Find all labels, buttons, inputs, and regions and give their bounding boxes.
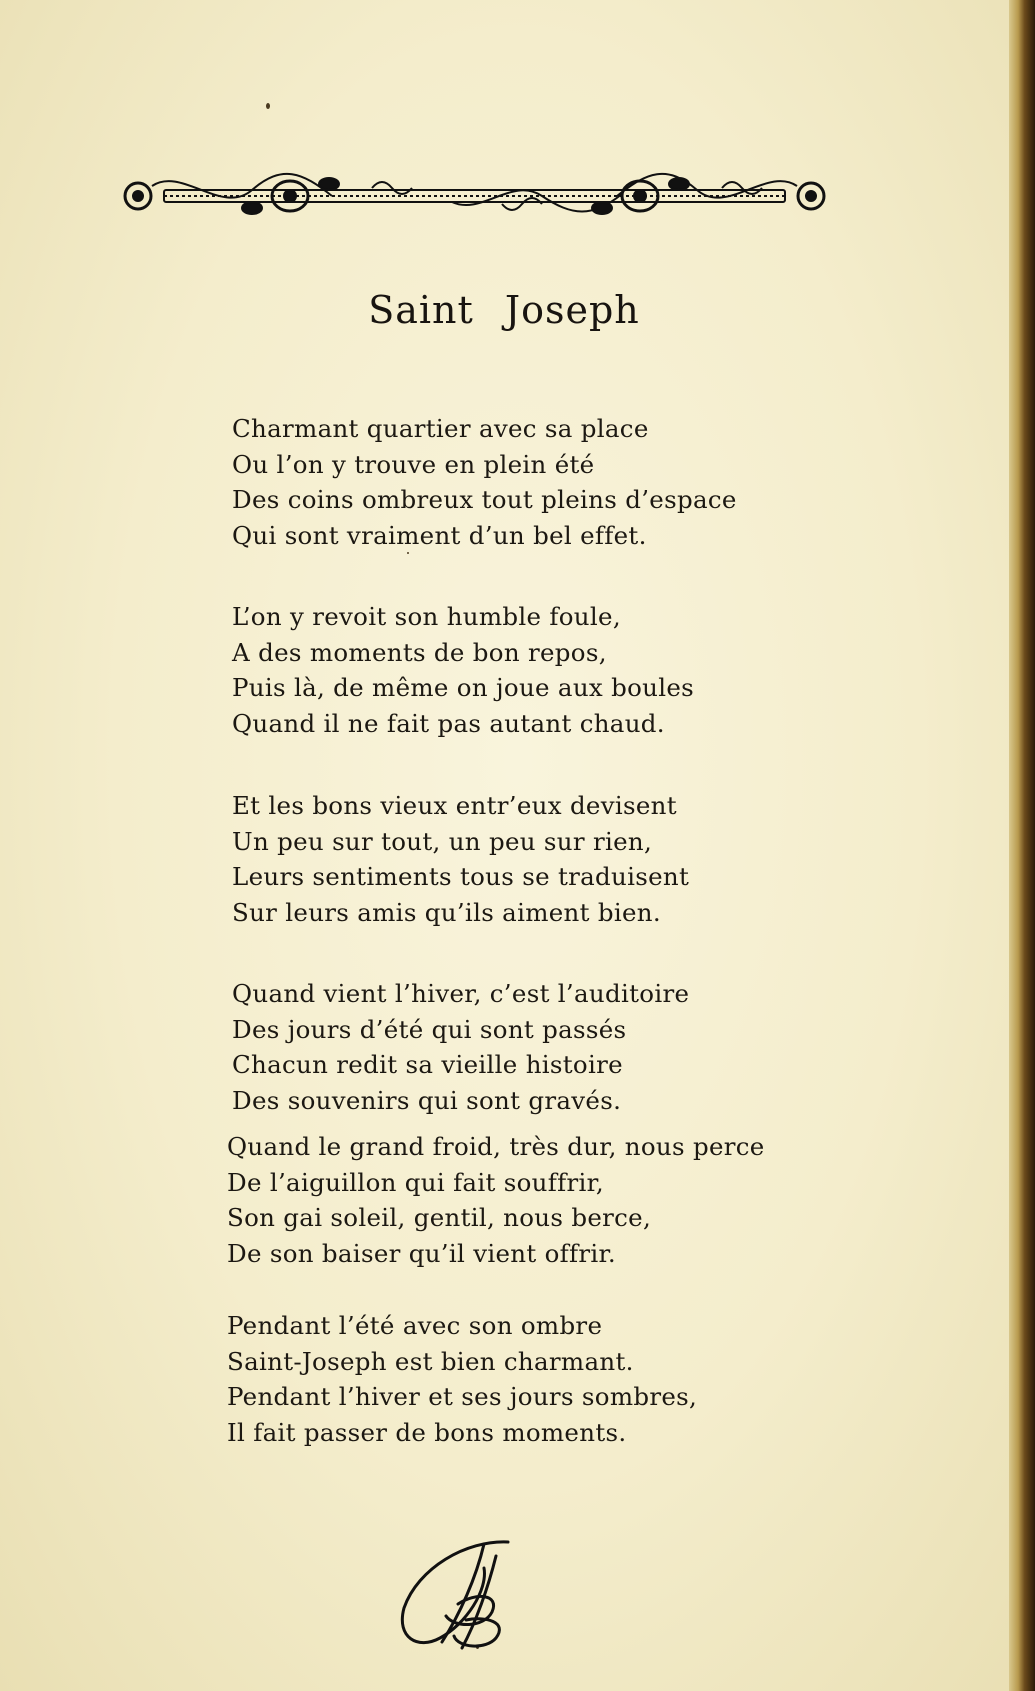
poem-line: Et les bons vieux entr’eux devisent xyxy=(232,791,677,820)
poem-line: Sur leurs amis qu’ils aiment bien. xyxy=(232,897,661,927)
stanza xyxy=(227,1308,697,1450)
floral-border-ornament xyxy=(122,166,827,226)
poem-line: Des jours d’été qui sont passés xyxy=(232,1014,627,1044)
page-edge xyxy=(1009,0,1035,1691)
poem-line: Il fait passer de bons moments. xyxy=(227,1417,627,1447)
ink-speck xyxy=(266,103,270,109)
poem-line: Quand vient l’hiver, c’est l’auditoire xyxy=(232,979,690,1008)
poem-line: Chacun redit sa vieille histoire xyxy=(232,1050,623,1079)
poem-line: Saint-Joseph est bien charmant. xyxy=(227,1346,634,1376)
poem-line: Des coins ombreux tout pleins d’espace xyxy=(232,485,737,514)
poem-line: De son baiser qu’il vient offrir. xyxy=(227,1238,616,1268)
poem-line: Pendant l’été avec son ombre xyxy=(227,1311,603,1340)
poem-line: De l’aiguillon qui fait souffrir, xyxy=(227,1167,605,1197)
poem-line: Qui sont vraiment d’un bel effet. xyxy=(232,520,647,550)
stanza xyxy=(227,1129,765,1271)
poem-line: Quand le grand froid, très dur, nous perce xyxy=(227,1132,765,1161)
poem-line: Ou l’on y trouve en plein été xyxy=(232,449,595,479)
poem-line: L’on y revoit son humble foule, xyxy=(232,602,621,631)
stanza xyxy=(232,411,737,553)
stanza xyxy=(232,788,689,930)
poem-line: Leurs sentiments tous se traduisent xyxy=(232,862,690,891)
stanza xyxy=(232,976,689,1118)
poem-line: Puis là, de même on joue aux boules xyxy=(232,673,695,702)
poem-line: A des moments de bon repos, xyxy=(232,637,607,667)
poem-line: Charmant quartier avec sa place xyxy=(232,414,649,443)
script-monogram xyxy=(396,1538,526,1658)
poem-line: Un peu sur tout, un peu sur rien, xyxy=(232,826,653,856)
poem-line: Des souvenirs qui sont gravés. xyxy=(232,1085,622,1115)
poem-line: Son gai soleil, gentil, nous berce, xyxy=(227,1203,652,1232)
poem-title: Saint Joseph xyxy=(368,288,640,332)
stanza xyxy=(232,599,694,741)
poem-line: Quand il ne fait pas autant chaud. xyxy=(232,708,665,738)
poem-line: Pendant l’hiver et ses jours sombres, xyxy=(227,1382,698,1411)
